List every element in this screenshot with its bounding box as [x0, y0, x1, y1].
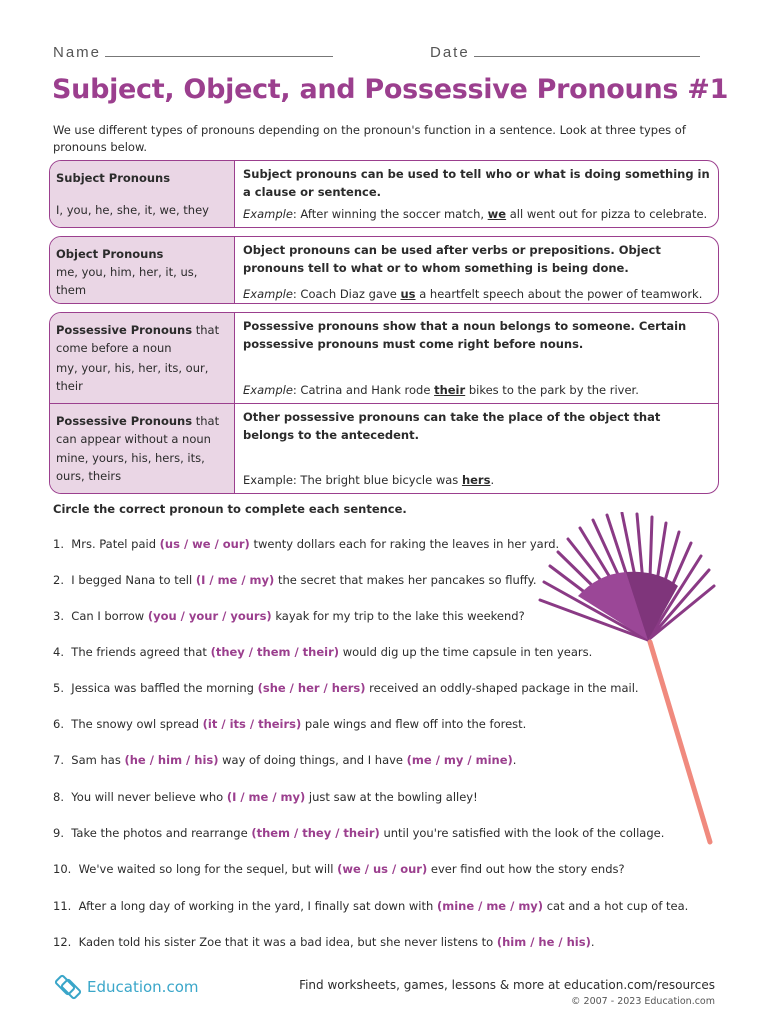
possessive-before-description: Possessive pronouns show that a noun belongs to someone. Certain possessive pronouns must come right before nouns. — [243, 319, 687, 351]
worksheet-title: Subject, Object, and Possessive Pronouns #1 — [52, 74, 729, 105]
education-logo[interactable] — [53, 972, 198, 1002]
subject-example: Example: After winning the soccer match, we all went out for pizza to celebrate. — [243, 207, 708, 221]
question-2: 2. I begged Nana to tell (I / me / my) the secret that makes her pancakes so fluffy. — [53, 573, 537, 587]
object-description-cell — [235, 237, 718, 304]
question-11: 11. After a long day of working in the yard, I finally sat down with (mine / me / my) cat and a hot cup of tea. — [53, 899, 689, 913]
name-label: Name — [53, 44, 102, 61]
object-description: Object pronouns can be used after verbs or prepositions. Object pronouns tell to what or to whom something is being done. — [243, 243, 661, 275]
date-label: Date — [430, 44, 470, 61]
possessive-before-row — [50, 313, 718, 403]
object-cell — [50, 237, 235, 304]
name-line-rule — [105, 45, 333, 57]
intro-text: We use different types of pronouns depending on the pronoun's function in a sentence. Look at three types of pronouns below. — [53, 123, 686, 154]
subject-description: Subject pronouns can be used to tell who or what is doing something in a clause or sentence. — [243, 167, 710, 199]
question-4: 4. The friends agreed that (they / them / their) would dig up the time capsule in ten years. — [53, 645, 593, 659]
object-list: me, you, him, her, it, us, them — [56, 265, 198, 297]
question-7: 7. Sam has (he / him / his) way of doing things, and I have (me / my / mine). — [53, 753, 517, 767]
possessive-alone-description-cell — [235, 404, 718, 494]
answer-options[interactable]: (mine / me / my) — [436, 899, 544, 913]
answer-options[interactable]: (they / them / their) — [210, 645, 340, 659]
copyright: © 2007 - 2023 Education.com — [571, 996, 715, 1007]
question-9: 9. Take the photos and rearrange (them / they / their) until you're satisfied with the look of the collage. — [53, 826, 665, 840]
date-line-rule — [474, 45, 700, 57]
instructions: Circle the correct pronoun to complete each sentence. — [53, 502, 407, 516]
logo-text: Education.com — [87, 978, 199, 996]
education-logo-icon — [53, 972, 83, 1002]
answer-options[interactable]: (I / me / my) — [195, 573, 275, 587]
possessive-before-description-cell — [235, 313, 718, 403]
possessive-before-cell — [50, 313, 235, 403]
answer-options[interactable]: (she / her / hers) — [257, 681, 366, 695]
possessive-before-example: Example: Catrina and Hank rode their bikes to the park by the river. — [243, 382, 639, 397]
object-pronouns-box — [49, 236, 719, 304]
question-8: 8. You will never believe who (I / me / my) just saw at the bowling alley! — [53, 790, 478, 804]
possessive-alone-list: mine, yours, his, hers, its, ours, theirs — [56, 451, 205, 483]
possessive-alone-heading: Possessive Pronouns that can appear without a noun — [56, 413, 220, 446]
possessive-pronouns-box — [49, 312, 719, 494]
possessive-before-list: my, your, his, her, its, our, their — [56, 360, 209, 393]
answer-options[interactable]: (he / him / his) — [124, 753, 219, 767]
answer-options[interactable]: (me / my / mine) — [406, 753, 513, 767]
object-row — [50, 237, 718, 304]
rake-illustration — [538, 512, 728, 852]
answer-options[interactable]: (you / your / yours) — [147, 609, 272, 623]
question-1: 1. Mrs. Patel paid (us / we / our) twenty dollars each for raking the leaves in her yard. — [53, 537, 560, 551]
name-field[interactable] — [53, 44, 333, 61]
possessive-alone-row — [50, 403, 718, 494]
question-10: 10. We've waited so long for the sequel, but will (we / us / our) ever find out how the story ends? — [53, 862, 625, 876]
subject-pronouns-box — [49, 160, 719, 228]
possessive-alone-cell — [50, 404, 235, 494]
subject-list: I, you, he, she, it, we, they — [56, 203, 209, 217]
subject-cell — [50, 161, 235, 227]
answer-options[interactable]: (we / us / our) — [337, 862, 428, 876]
possessive-alone-example: Example: The bright blue bicycle was hers. — [243, 473, 495, 487]
answer-options[interactable]: (them / they / their) — [251, 826, 380, 840]
date-field[interactable] — [430, 44, 700, 61]
subject-heading: Subject Pronouns — [56, 171, 171, 185]
subject-row — [50, 161, 718, 227]
question-6: 6. The snowy owl spread (it / its / theirs) pale wings and flew off into the forest. — [53, 717, 527, 731]
rake-handle — [650, 642, 710, 842]
answer-options[interactable]: (I / me / my) — [226, 790, 306, 804]
object-heading: Object Pronouns — [56, 247, 164, 261]
question-12: 12. Kaden told his sister Zoe that it was a bad idea, but she never listens to (him / he / his). — [53, 935, 595, 949]
answer-options[interactable]: (us / we / our) — [159, 537, 250, 551]
possessive-before-heading: Possessive Pronouns that come before a noun — [56, 323, 220, 355]
question-5: 5. Jessica was baffled the morning (she / her / hers) received an oddly-shaped package in the mail. — [53, 681, 639, 695]
object-example: Example: Coach Diaz gave us a heartfelt speech about the power of teamwork. — [243, 287, 703, 301]
possessive-alone-description: Other possessive pronouns can take the place of the object that belongs to the antecedent. — [243, 409, 661, 442]
footer-tagline[interactable]: Find worksheets, games, lessons & more at education.com/resources — [299, 978, 715, 992]
answer-options[interactable]: (it / its / theirs) — [202, 717, 302, 731]
question-3: 3. Can I borrow (you / your / yours) kayak for my trip to the lake this weekend? — [53, 609, 525, 623]
subject-description-cell — [235, 161, 718, 227]
answer-options[interactable]: (him / he / his) — [496, 935, 591, 949]
